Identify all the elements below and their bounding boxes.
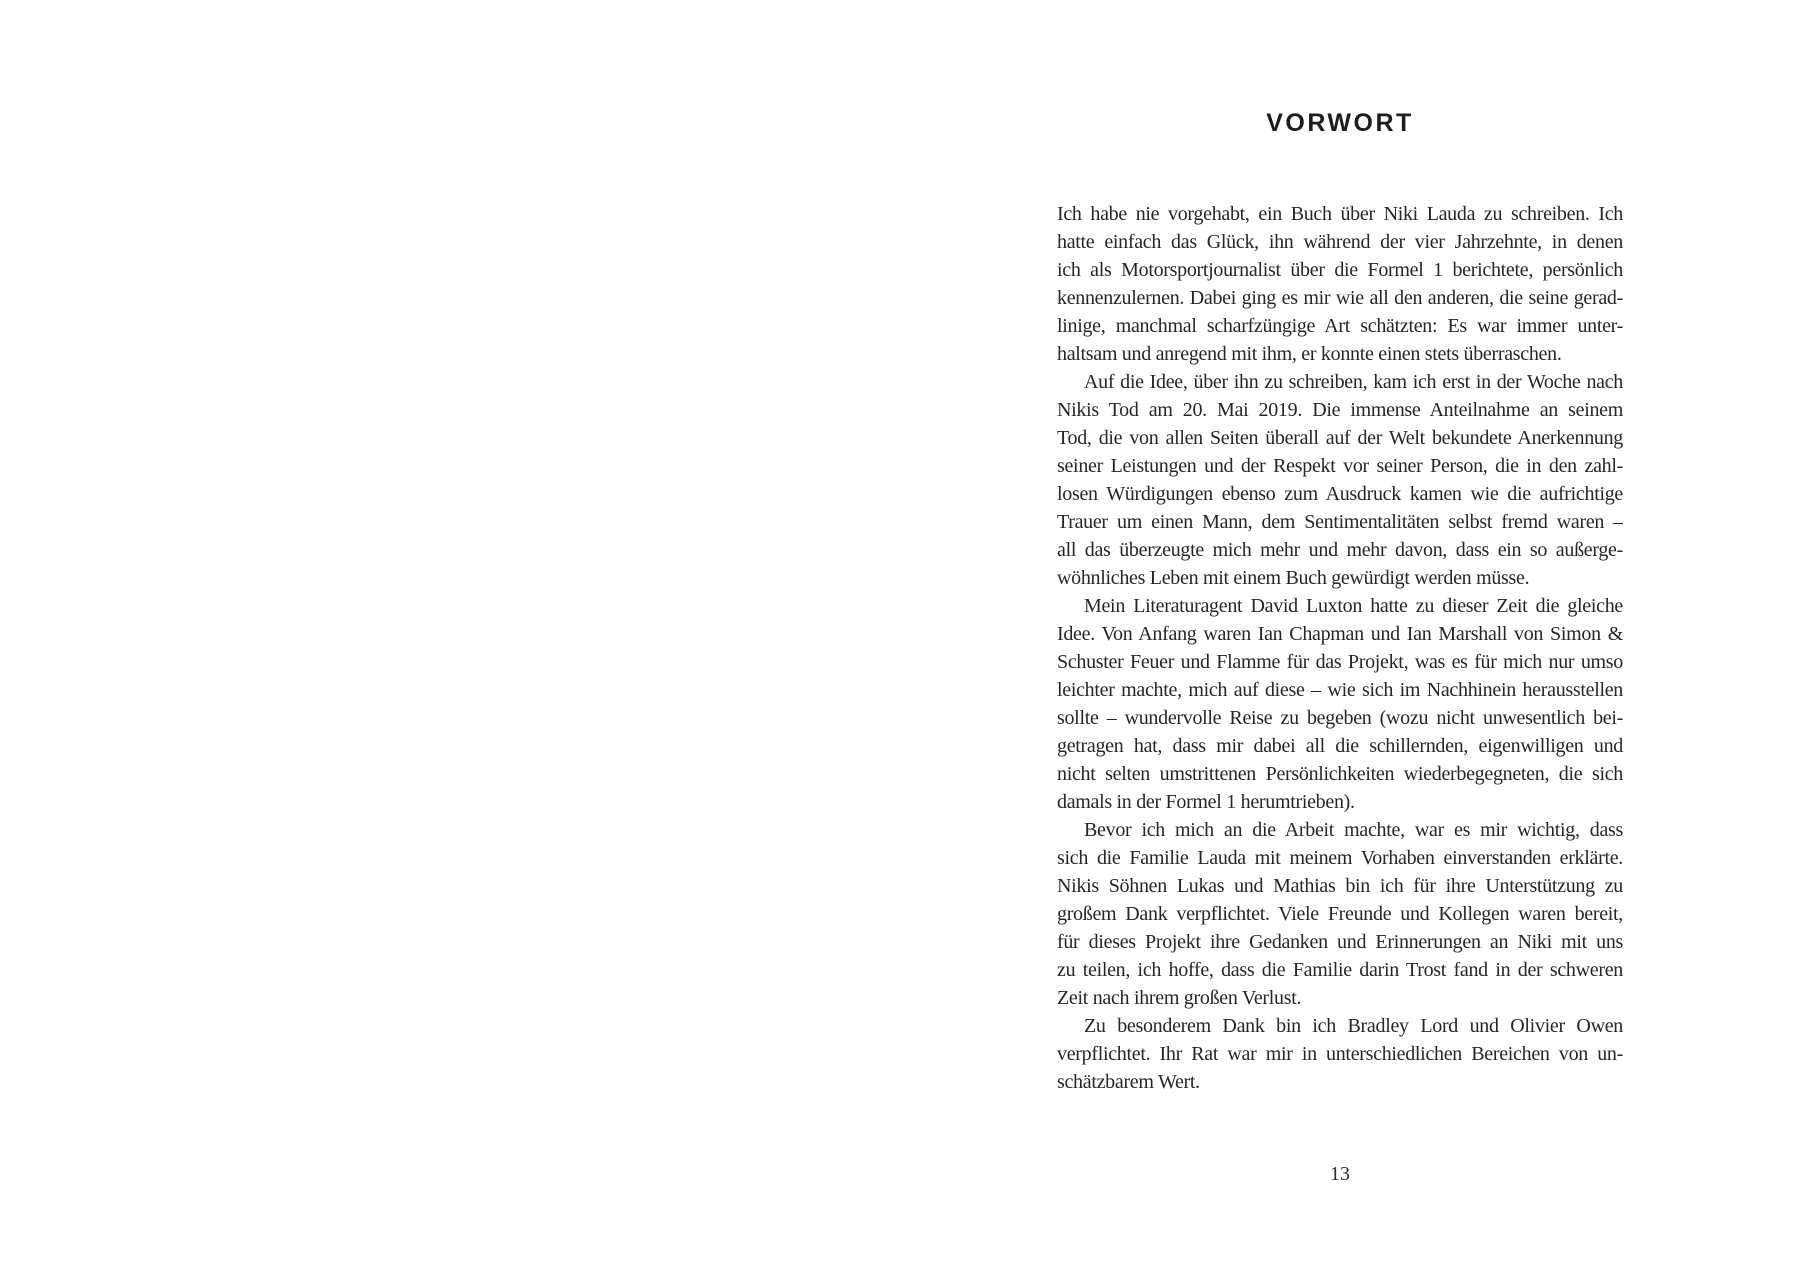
paragraph (1057, 816, 1623, 1012)
text-line: Schuster Feuer und Flamme für das Projekt, was es für mich nur umso (1057, 651, 1623, 673)
text-line: kennenzulernen. Dabei ging es mir wie all den anderen, die seine gerad- (1057, 287, 1623, 309)
text-line: Zu besonderem Dank bin ich Bradley Lord und Olivier Owen (1084, 1015, 1623, 1037)
paragraph (1057, 200, 1623, 368)
text-line: Ich habe nie vorgehabt, ein Buch über Niki Lauda zu schreiben. Ich (1057, 203, 1623, 225)
text-line: all das überzeugte mich mehr und mehr davon, dass ein so außerge- (1057, 539, 1623, 561)
text-line: großem Dank verpflichtet. Viele Freunde und Kollegen waren bereit, (1057, 903, 1623, 925)
text-line: verpflichtet. Ihr Rat war mir in unterschiedlichen Bereichen von un- (1057, 1043, 1623, 1065)
text-line: wöhnliches Leben mit einem Buch gewürdigt werden müsse. (1057, 567, 1530, 589)
chapter-heading: VORWORT (1266, 109, 1414, 137)
text-line: ich als Motorsportjournalist über die Formel 1 berichtete, persönlich (1057, 259, 1623, 281)
text-line: Bevor ich mich an die Arbeit machte, war es mir wichtig, dass (1084, 819, 1623, 841)
body-text (1057, 200, 1623, 1096)
text-line: Idee. Von Anfang waren Ian Chapman und Ian Marshall von Simon & (1057, 623, 1623, 645)
text-line: Auf die Idee, über ihn zu schreiben, kam ich erst in der Woche nach (1084, 371, 1623, 393)
text-line: linige, manchmal scharfzüngige Art schätzten: Es war immer unter- (1057, 315, 1623, 337)
text-line: Nikis Tod am 20. Mai 2019. Die immense Anteilnahme an seinem (1057, 399, 1623, 421)
text-line: Nikis Söhnen Lukas und Mathias bin ich für ihre Unterstützung zu (1057, 875, 1623, 897)
text-line: Mein Literaturagent David Luxton hatte zu dieser Zeit die gleiche (1084, 595, 1623, 617)
text-line: losen Würdigungen ebenso zum Ausdruck kamen wie die aufrichtige (1057, 483, 1623, 505)
paragraph (1057, 368, 1623, 592)
text-line: für dieses Projekt ihre Gedanken und Erinnerungen an Niki mit uns (1057, 931, 1623, 953)
text-line: sich die Familie Lauda mit meinem Vorhaben einverstanden erklärte. (1057, 847, 1623, 869)
text-line: zu teilen, ich hoffe, dass die Familie darin Trost fand in der schweren (1057, 959, 1623, 981)
text-line: getragen hat, dass mir dabei all die schillernden, eigenwilligen und (1057, 735, 1623, 757)
text-line: Tod, die von allen Seiten überall auf der Welt bekundete Anerkennung (1057, 427, 1623, 449)
text-line: damals in der Formel 1 herumtrieben). (1057, 791, 1355, 813)
paragraph (1057, 592, 1623, 816)
page-number: 13 (1330, 1163, 1350, 1185)
text-line: nicht selten umstrittenen Persönlichkeiten wiederbegegneten, die sich (1057, 763, 1623, 785)
text-line: Trauer um einen Mann, dem Sentimentalitäten selbst fremd waren – (1057, 511, 1623, 533)
text-line: Zeit nach ihrem großen Verlust. (1057, 987, 1302, 1009)
text-line: schätzbarem Wert. (1057, 1071, 1200, 1093)
text-line: haltsam und anregend mit ihm, er konnte einen stets überraschen. (1057, 343, 1562, 365)
text-line: seiner Leistungen und der Respekt vor seiner Person, die in den zahl- (1057, 455, 1623, 477)
paragraph (1057, 1012, 1623, 1096)
text-line: sollte – wundervolle Reise zu begeben (wozu nicht unwesentlich bei- (1057, 707, 1623, 729)
text-line: leichter machte, mich auf diese – wie sich im Nachhinein herausstellen (1057, 679, 1623, 701)
text-line: hatte einfach das Glück, ihn während der vier Jahrzehnte, in denen (1057, 231, 1623, 253)
